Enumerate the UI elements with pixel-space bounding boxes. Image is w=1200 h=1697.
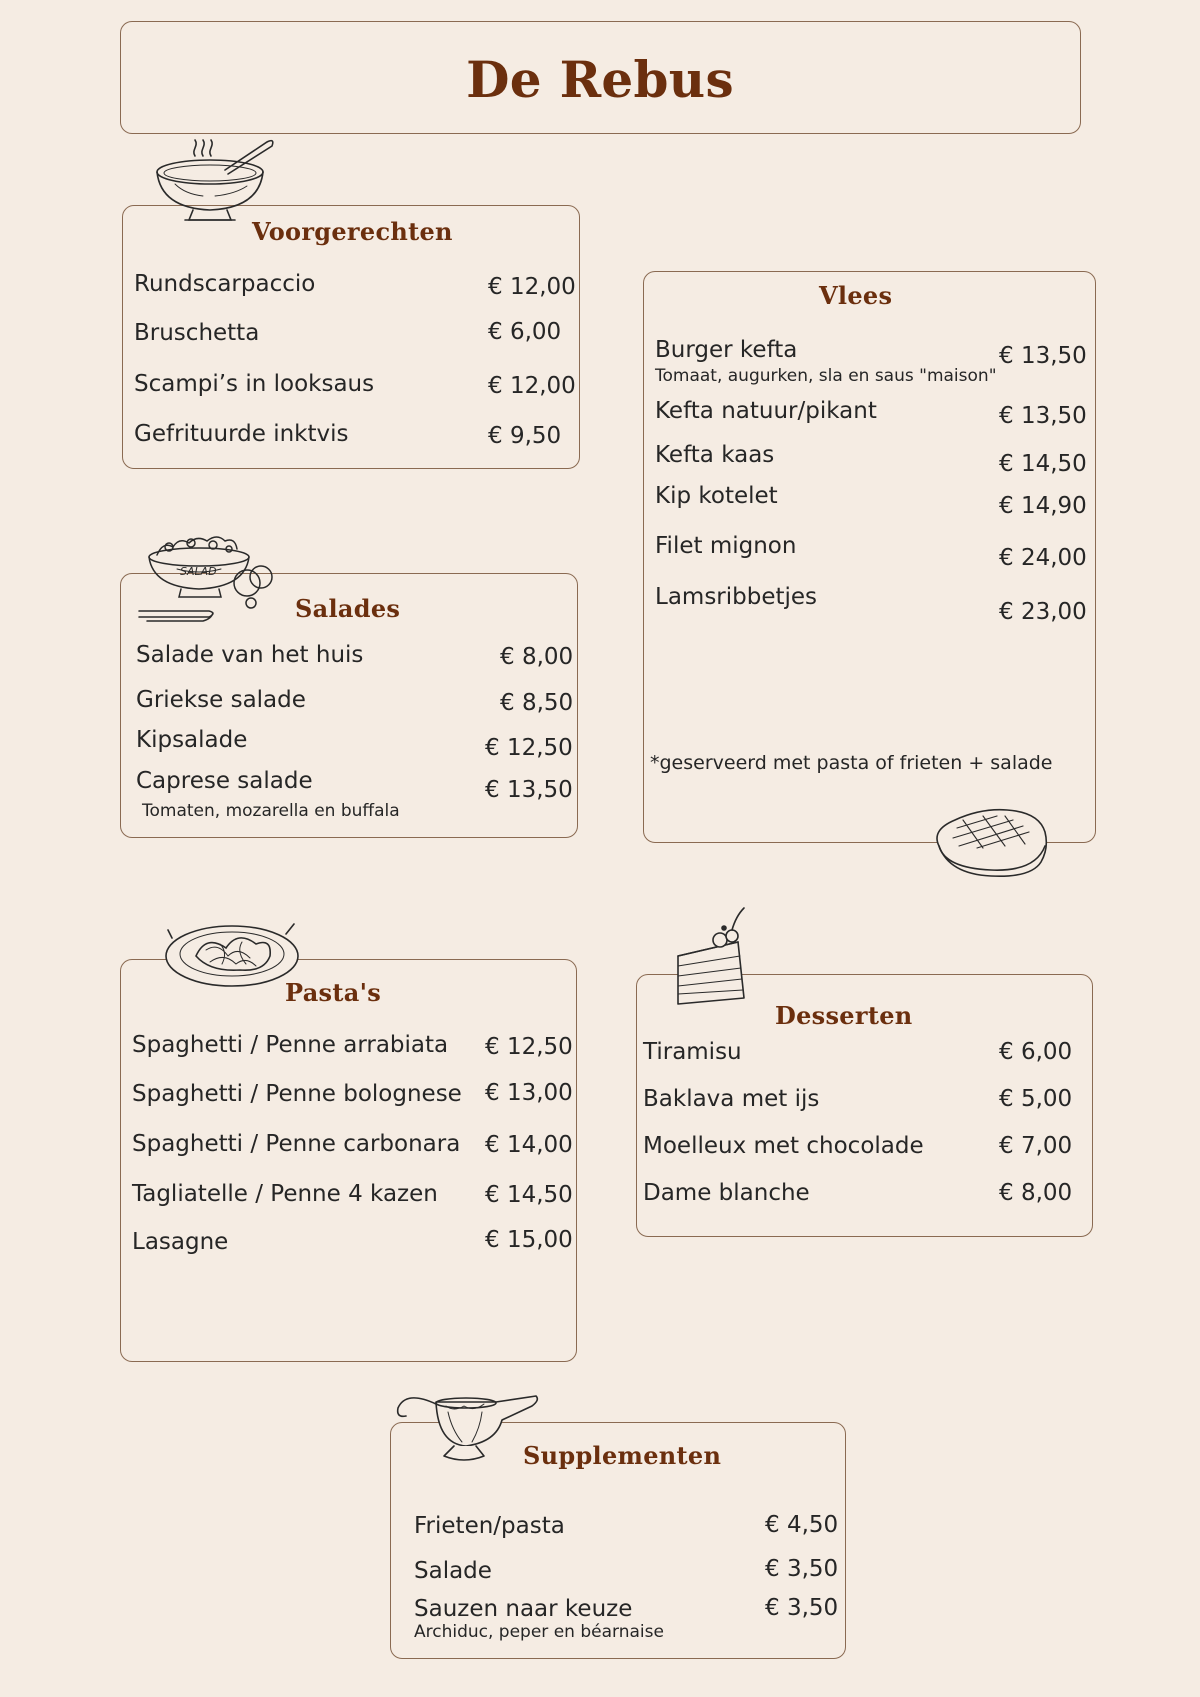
menu-item-name: Caprese salade xyxy=(136,768,313,794)
menu-item-price: € 5,00 xyxy=(999,1086,1073,1112)
menu-item-description: Archiduc, peper en béarnaise xyxy=(414,1622,664,1642)
menu-item-name: Kip kotelet xyxy=(655,483,778,509)
soup-bowl-icon xyxy=(155,134,285,230)
menu-item-name: Burger kefta xyxy=(655,337,798,363)
menu-item-price: € 23,00 xyxy=(999,599,1087,625)
menu-item-name: Lamsribbetjes xyxy=(655,584,818,610)
menu-item-price: € 4,50 xyxy=(765,1512,839,1538)
menu-item-price: € 13,50 xyxy=(485,777,573,803)
menu-item-name: Spaghetti / Penne bolognese xyxy=(132,1081,462,1107)
menu-item-price: € 12,50 xyxy=(485,1034,573,1060)
menu-item-price: € 8,00 xyxy=(500,644,574,670)
menu-item-price: € 12,00 xyxy=(488,274,576,300)
vlees-note: *geserveerd met pasta of frieten + salade xyxy=(650,752,1053,774)
menu-item-name: Baklava met ijs xyxy=(643,1086,820,1112)
svg-text:SALAD: SALAD xyxy=(180,565,217,578)
menu-item-price: € 15,00 xyxy=(485,1227,573,1253)
gravy-boat-icon xyxy=(396,1382,542,1468)
menu-item-price: € 8,00 xyxy=(999,1180,1073,1206)
menu-item-name: Frieten/pasta xyxy=(414,1513,565,1539)
menu-item-name: Lasagne xyxy=(132,1229,229,1255)
vlees-title: Vlees xyxy=(819,281,893,310)
menu-item-price: € 13,50 xyxy=(999,403,1087,429)
menu-item-description: Tomaat, augurken, sla en saus "maison" xyxy=(655,366,997,386)
menu-item-name: Spaghetti / Penne arrabiata xyxy=(132,1032,449,1058)
pastas-card xyxy=(120,959,577,1362)
pastas-title: Pasta's xyxy=(285,978,382,1007)
menu-item-price: € 12,00 xyxy=(488,373,576,399)
cake-slice-icon xyxy=(676,906,772,1004)
menu-item-name: Tagliatelle / Penne 4 kazen xyxy=(132,1181,438,1207)
menu-item-price: € 9,50 xyxy=(488,423,562,449)
menu-item-name: Dame blanche xyxy=(643,1180,810,1206)
menu-item-name: Sauzen naar keuze xyxy=(414,1596,633,1622)
menu-item-price: € 6,00 xyxy=(488,319,562,345)
menu-item-name: Bruschetta xyxy=(134,320,260,346)
menu-item-price: € 12,50 xyxy=(485,735,573,761)
menu-item-price: € 13,00 xyxy=(485,1080,573,1106)
menu-item-price: € 14,90 xyxy=(999,493,1087,519)
desserten-title: Desserten xyxy=(775,1001,913,1030)
menu-item-name: Moelleux met chocolade xyxy=(643,1133,924,1159)
steak-icon xyxy=(933,806,1051,882)
menu-item-name: Rundscarpaccio xyxy=(134,271,316,297)
restaurant-title: De Rebus xyxy=(466,50,734,109)
menu-item-name: Griekse salade xyxy=(136,687,306,713)
menu-item-name: Scampi’s in looksaus xyxy=(134,371,375,397)
menu-item-price: € 14,50 xyxy=(999,451,1087,477)
menu-item-name: Spaghetti / Penne carbonara xyxy=(132,1131,461,1157)
menu-item-price: € 3,50 xyxy=(765,1595,839,1621)
menu-item-name: Salade xyxy=(414,1558,492,1584)
menu-item-name: Filet mignon xyxy=(655,533,797,559)
menu-item-price: € 13,50 xyxy=(999,343,1087,369)
menu-item-price: € 6,00 xyxy=(999,1039,1073,1065)
menu-item-name: Kipsalade xyxy=(136,727,248,753)
menu-item-price: € 24,00 xyxy=(999,545,1087,571)
menu-item-name: Salade van het huis xyxy=(136,642,364,668)
salades-title: Salades xyxy=(295,594,401,623)
menu-item-price: € 14,50 xyxy=(485,1182,573,1208)
menu-item-price: € 3,50 xyxy=(765,1556,839,1582)
menu-item-price: € 8,50 xyxy=(500,690,574,716)
menu-item-description: Tomaten, mozarella en buffala xyxy=(142,801,400,821)
voorgerechten-title: Voorgerechten xyxy=(252,217,453,246)
menu-item-price: € 7,00 xyxy=(999,1133,1073,1159)
supplementen-title: Supplementen xyxy=(523,1441,722,1470)
menu-item-name: Kefta natuur/pikant xyxy=(655,398,877,424)
menu-item-name: Kefta kaas xyxy=(655,442,775,468)
menu-item-name: Tiramisu xyxy=(643,1039,742,1065)
salad-bowl-icon xyxy=(137,533,287,629)
menu-item-price: € 14,00 xyxy=(485,1132,573,1158)
menu-item-name: Gefrituurde inktvis xyxy=(134,421,349,447)
